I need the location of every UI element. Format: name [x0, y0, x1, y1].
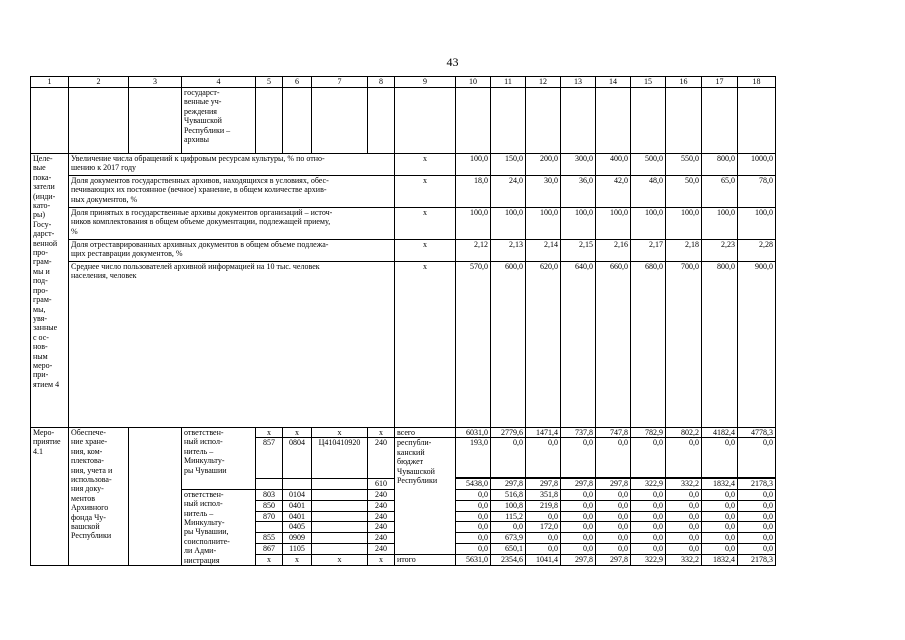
- amount-value: 0,0: [561, 500, 596, 511]
- column-header: 5: [256, 77, 283, 88]
- empty-cell: [312, 511, 368, 522]
- amount-value: 650,1: [491, 544, 526, 555]
- amount-value: 297,8: [596, 555, 631, 566]
- amount-value: 322,9: [631, 555, 666, 566]
- column-header: 18: [738, 77, 776, 88]
- amount-value: 297,8: [491, 479, 526, 489]
- code-cell: 0104: [283, 489, 312, 500]
- amount-value: 297,8: [526, 479, 561, 489]
- amount-value: 2178,3: [738, 555, 776, 566]
- code-cell: Ц410410920: [312, 438, 368, 479]
- indicator-value: 36,0: [561, 176, 596, 208]
- column-header: 17: [702, 77, 738, 88]
- executor-cell: ответствен- ный испол- нитель – Минкульту- ры Чувашии: [182, 428, 256, 490]
- indicator-value: 620,0: [526, 262, 561, 428]
- amount-value: 0,0: [738, 500, 776, 511]
- column-header: 7: [312, 77, 368, 88]
- code-cell: 0909: [283, 533, 312, 544]
- amount-value: 351,8: [526, 489, 561, 500]
- amount-value: 516,8: [491, 489, 526, 500]
- column-header: 13: [561, 77, 596, 88]
- amount-value: 172,0: [526, 522, 561, 533]
- amount-value: 0,0: [631, 544, 666, 555]
- indicator-value: 100,0: [456, 208, 491, 240]
- code-cell: x: [283, 555, 312, 566]
- amount-value: 0,0: [596, 544, 631, 555]
- amount-value: 0,0: [596, 489, 631, 500]
- amount-value: 0,0: [596, 500, 631, 511]
- amount-value: 0,0: [561, 522, 596, 533]
- measure-label: Меро- приятие 4.1: [31, 428, 69, 566]
- amount-value: 0,0: [666, 533, 702, 544]
- amount-value: 673,9: [491, 533, 526, 544]
- amount-value: 1832,4: [702, 479, 738, 489]
- empty-cell: [738, 88, 776, 154]
- amount-value: 332,2: [666, 555, 702, 566]
- source-cell: итого: [395, 555, 456, 566]
- indicator-value: 100,0: [666, 208, 702, 240]
- amount-value: 0,0: [456, 533, 491, 544]
- indicator-value: 100,0: [738, 208, 776, 240]
- amount-value: 5631,0: [456, 555, 491, 566]
- indicator-value: 42,0: [596, 176, 631, 208]
- indicator-value: 2,15: [561, 240, 596, 262]
- empty-cell: [31, 88, 69, 154]
- amount-value: 2354,6: [491, 555, 526, 566]
- code-cell: 0804: [283, 438, 312, 479]
- amount-value: 0,0: [666, 438, 702, 478]
- code-cell: 870: [256, 511, 283, 522]
- indicator-value: 24,0: [491, 176, 526, 208]
- empty-cell: [312, 522, 368, 533]
- indicator-value: 100,0: [561, 208, 596, 240]
- indicator-value: 150,0: [491, 154, 526, 176]
- amount-value: 0,0: [456, 544, 491, 555]
- column-header: 8: [368, 77, 395, 88]
- column-header: 15: [631, 77, 666, 88]
- indicator-value: 100,0: [596, 208, 631, 240]
- code-cell: 850: [256, 500, 283, 511]
- code-cell: x: [368, 555, 395, 566]
- empty-cell: [312, 533, 368, 544]
- amount-value: 2779,6: [491, 428, 526, 438]
- amount-value: 0,0: [666, 544, 702, 555]
- indicator-text: Доля принятых в государственные архивы документов организаций – источ- ников комплектования в общем объеме документации, подлежащей приему, %: [69, 208, 395, 240]
- amount-value: 782,9: [631, 428, 666, 438]
- indicator-value: 400,0: [596, 154, 631, 176]
- amount-value: 0,0: [702, 511, 738, 522]
- amount-value: 0,0: [456, 522, 491, 533]
- indicator-x: x: [395, 154, 456, 176]
- code-cell: 240: [368, 544, 395, 555]
- indicator-value: 680,0: [631, 262, 666, 428]
- indicator-value: 640,0: [561, 262, 596, 428]
- empty-cell: [312, 544, 368, 555]
- amount-value: 0,0: [702, 544, 738, 555]
- column-header: 6: [283, 77, 312, 88]
- code-cell: 0401: [283, 500, 312, 511]
- amount-value: 115,2: [491, 511, 526, 522]
- code-cell: 240: [368, 511, 395, 522]
- indicator-value: 700,0: [666, 262, 702, 428]
- amount-value: 0,0: [491, 438, 526, 478]
- indicator-x: x: [395, 208, 456, 240]
- column-header: 12: [526, 77, 561, 88]
- amount-value: 0,0: [738, 511, 776, 522]
- code-cell: 610: [368, 479, 395, 489]
- code-cell: 0401: [283, 511, 312, 522]
- code-cell: 867: [256, 544, 283, 555]
- amount-value: 0,0: [631, 522, 666, 533]
- amount-value: 322,9: [631, 479, 666, 489]
- column-header: 14: [596, 77, 631, 88]
- amount-value: 297,8: [561, 555, 596, 566]
- empty-cell: [312, 479, 368, 489]
- code-cell: 240: [368, 438, 395, 479]
- amount-value: 0,0: [702, 500, 738, 511]
- column-header: 2: [69, 77, 129, 88]
- amount-value: 0,0: [631, 438, 666, 478]
- empty-cell: [129, 428, 182, 566]
- executor-cell: государст- венные уч- реждения Чувашской Республики – архивы: [182, 88, 256, 154]
- amount-value: 0,0: [631, 511, 666, 522]
- empty-cell: [129, 88, 182, 154]
- executor-cell: ответствен- ный испол- нитель – Минкульту- ры Чувашии, соисполните- ли Адми- нистрация: [182, 489, 256, 565]
- amount-value: 0,0: [702, 533, 738, 544]
- empty-cell: [631, 88, 666, 154]
- indicator-value: 2,12: [456, 240, 491, 262]
- empty-cell: [395, 88, 456, 154]
- column-header: 16: [666, 77, 702, 88]
- amount-value: 0,0: [666, 500, 702, 511]
- amount-value: 0,0: [738, 438, 776, 478]
- indicator-text: Доля отреставрированных архивных документов в общем объеме подлежа- щих реставрации документов, %: [69, 240, 395, 262]
- code-cell: 803: [256, 489, 283, 500]
- indicator-value: 2,28: [738, 240, 776, 262]
- indicator-value: 2,17: [631, 240, 666, 262]
- code-cell: x: [256, 555, 283, 566]
- code-cell: 857: [256, 438, 283, 479]
- amount-value: 1041,4: [526, 555, 561, 566]
- empty-cell: [283, 88, 312, 154]
- amount-value: 0,0: [561, 533, 596, 544]
- amount-value: 0,0: [666, 489, 702, 500]
- column-header: 4: [182, 77, 256, 88]
- indicator-value: 100,0: [702, 208, 738, 240]
- amount-value: 0,0: [491, 522, 526, 533]
- indicator-value: 100,0: [491, 208, 526, 240]
- empty-cell: [561, 88, 596, 154]
- code-cell: 240: [368, 500, 395, 511]
- empty-cell: [312, 489, 368, 500]
- indicator-value: 2,23: [702, 240, 738, 262]
- amount-value: 0,0: [738, 522, 776, 533]
- empty-cell: [491, 88, 526, 154]
- program-table: [30, 76, 776, 566]
- indicator-x: x: [395, 240, 456, 262]
- amount-value: 0,0: [738, 533, 776, 544]
- empty-cell: [256, 479, 283, 489]
- amount-value: 297,8: [596, 479, 631, 489]
- amount-value: 802,2: [666, 428, 702, 438]
- code-cell: x: [312, 555, 368, 566]
- amount-value: 0,0: [561, 544, 596, 555]
- amount-value: 0,0: [631, 533, 666, 544]
- indicator-value: 1000,0: [738, 154, 776, 176]
- code-cell: 1105: [283, 544, 312, 555]
- amount-value: 193,0: [456, 438, 491, 478]
- code-cell: x: [312, 428, 368, 438]
- code-cell: 855: [256, 533, 283, 544]
- indicator-value: 100,0: [631, 208, 666, 240]
- indicator-value: 600,0: [491, 262, 526, 428]
- indicator-x: x: [395, 262, 456, 428]
- indicator-value: 2,16: [596, 240, 631, 262]
- indicator-x: x: [395, 176, 456, 208]
- amount-value: 0,0: [631, 489, 666, 500]
- indicator-value: 2,18: [666, 240, 702, 262]
- indicator-value: 660,0: [596, 262, 631, 428]
- code-cell: [256, 522, 283, 533]
- indicator-value: 300,0: [561, 154, 596, 176]
- indicator-value: 2,14: [526, 240, 561, 262]
- amount-value: 0,0: [702, 489, 738, 500]
- amount-value: 0,0: [738, 544, 776, 555]
- amount-value: 0,0: [666, 522, 702, 533]
- column-header: 9: [395, 77, 456, 88]
- code-cell: 240: [368, 489, 395, 500]
- empty-cell: [368, 88, 395, 154]
- column-header: 1: [31, 77, 69, 88]
- amount-value: 219,8: [526, 500, 561, 511]
- amount-value: 4182,4: [702, 428, 738, 438]
- code-cell: 240: [368, 533, 395, 544]
- amount-value: 0,0: [526, 533, 561, 544]
- column-header: 3: [129, 77, 182, 88]
- indicator-text: Доля документов государственных архивов, находящихся в условиях, обес- печивающих их постоянное (вечное) хранение, в общем количестве архив- ных документов, %: [69, 176, 395, 208]
- amount-value: 0,0: [526, 438, 561, 478]
- empty-cell: [526, 88, 561, 154]
- amount-value: 1471,4: [526, 428, 561, 438]
- indicator-value: 100,0: [526, 208, 561, 240]
- amount-value: 0,0: [526, 511, 561, 522]
- amount-value: 100,8: [491, 500, 526, 511]
- indicator-value: 48,0: [631, 176, 666, 208]
- indicator-value: 2,13: [491, 240, 526, 262]
- empty-cell: [256, 88, 283, 154]
- amount-value: 0,0: [596, 533, 631, 544]
- indicator-value: 30,0: [526, 176, 561, 208]
- amount-value: 6031,0: [456, 428, 491, 438]
- indicator-value: 100,0: [456, 154, 491, 176]
- empty-cell: [456, 88, 491, 154]
- amount-value: 0,0: [596, 511, 631, 522]
- code-cell: 0405: [283, 522, 312, 533]
- source-cell: всего: [395, 428, 456, 438]
- amount-value: 0,0: [561, 511, 596, 522]
- empty-cell: [283, 479, 312, 489]
- amount-value: 0,0: [738, 489, 776, 500]
- amount-value: 4778,3: [738, 428, 776, 438]
- source-cell: республи- канский бюджет Чувашской Республики: [395, 438, 456, 555]
- amount-value: 332,2: [666, 479, 702, 489]
- amount-value: 0,0: [526, 544, 561, 555]
- code-cell: x: [368, 428, 395, 438]
- indicator-value: 200,0: [526, 154, 561, 176]
- amount-value: 297,8: [561, 479, 596, 489]
- amount-value: 0,0: [456, 489, 491, 500]
- page-number: 43: [446, 55, 459, 69]
- amount-value: 1832,4: [702, 555, 738, 566]
- indicator-value: 550,0: [666, 154, 702, 176]
- amount-value: 0,0: [702, 522, 738, 533]
- amount-value: 5438,0: [456, 479, 491, 489]
- indicator-value: 570,0: [456, 262, 491, 428]
- amount-value: 737,8: [561, 428, 596, 438]
- indicator-value: 500,0: [631, 154, 666, 176]
- amount-value: 0,0: [596, 438, 631, 478]
- indicator-text: Увеличение числа обращений к цифровым ресурсам культуры, % по отно- шению к 2017 году: [69, 154, 395, 176]
- indicator-value: 78,0: [738, 176, 776, 208]
- indicator-value: 50,0: [666, 176, 702, 208]
- empty-cell: [312, 500, 368, 511]
- amount-value: 0,0: [456, 511, 491, 522]
- empty-cell: [666, 88, 702, 154]
- indicator-text: Среднее число пользователей архивной информацией на 10 тыс. человек населения, человек: [69, 262, 395, 428]
- indicator-value: 800,0: [702, 154, 738, 176]
- amount-value: 2178,3: [738, 479, 776, 489]
- amount-value: 0,0: [702, 438, 738, 478]
- code-cell: x: [256, 428, 283, 438]
- measure-name: Обеспече- ние хране- ния, ком- плектова- ния, учета и использова- ния доку- ментов Архивного фонда Чу- вашской Республики: [69, 428, 129, 566]
- amount-value: 0,0: [456, 500, 491, 511]
- indicator-value: 800,0: [702, 262, 738, 428]
- column-header: 11: [491, 77, 526, 88]
- amount-value: 747,8: [596, 428, 631, 438]
- amount-value: 0,0: [631, 500, 666, 511]
- empty-cell: [69, 88, 129, 154]
- amount-value: 0,0: [666, 511, 702, 522]
- empty-cell: [312, 88, 368, 154]
- empty-cell: [702, 88, 738, 154]
- amount-value: 0,0: [561, 438, 596, 478]
- indicator-value: 65,0: [702, 176, 738, 208]
- indicator-value: 900,0: [738, 262, 776, 428]
- indicator-value: 18,0: [456, 176, 491, 208]
- code-cell: 240: [368, 522, 395, 533]
- amount-value: 0,0: [596, 522, 631, 533]
- empty-cell: [596, 88, 631, 154]
- indicators-label: Целе- вые пока- затели (инди- като- ры) Госу- дарст- венной про- грам- мы и под- про- грам- мы, увя- занные с ос- нов- ным меро- при- ятием 4: [31, 154, 69, 428]
- code-cell: x: [283, 428, 312, 438]
- amount-value: 0,0: [561, 489, 596, 500]
- column-header: 10: [456, 77, 491, 88]
